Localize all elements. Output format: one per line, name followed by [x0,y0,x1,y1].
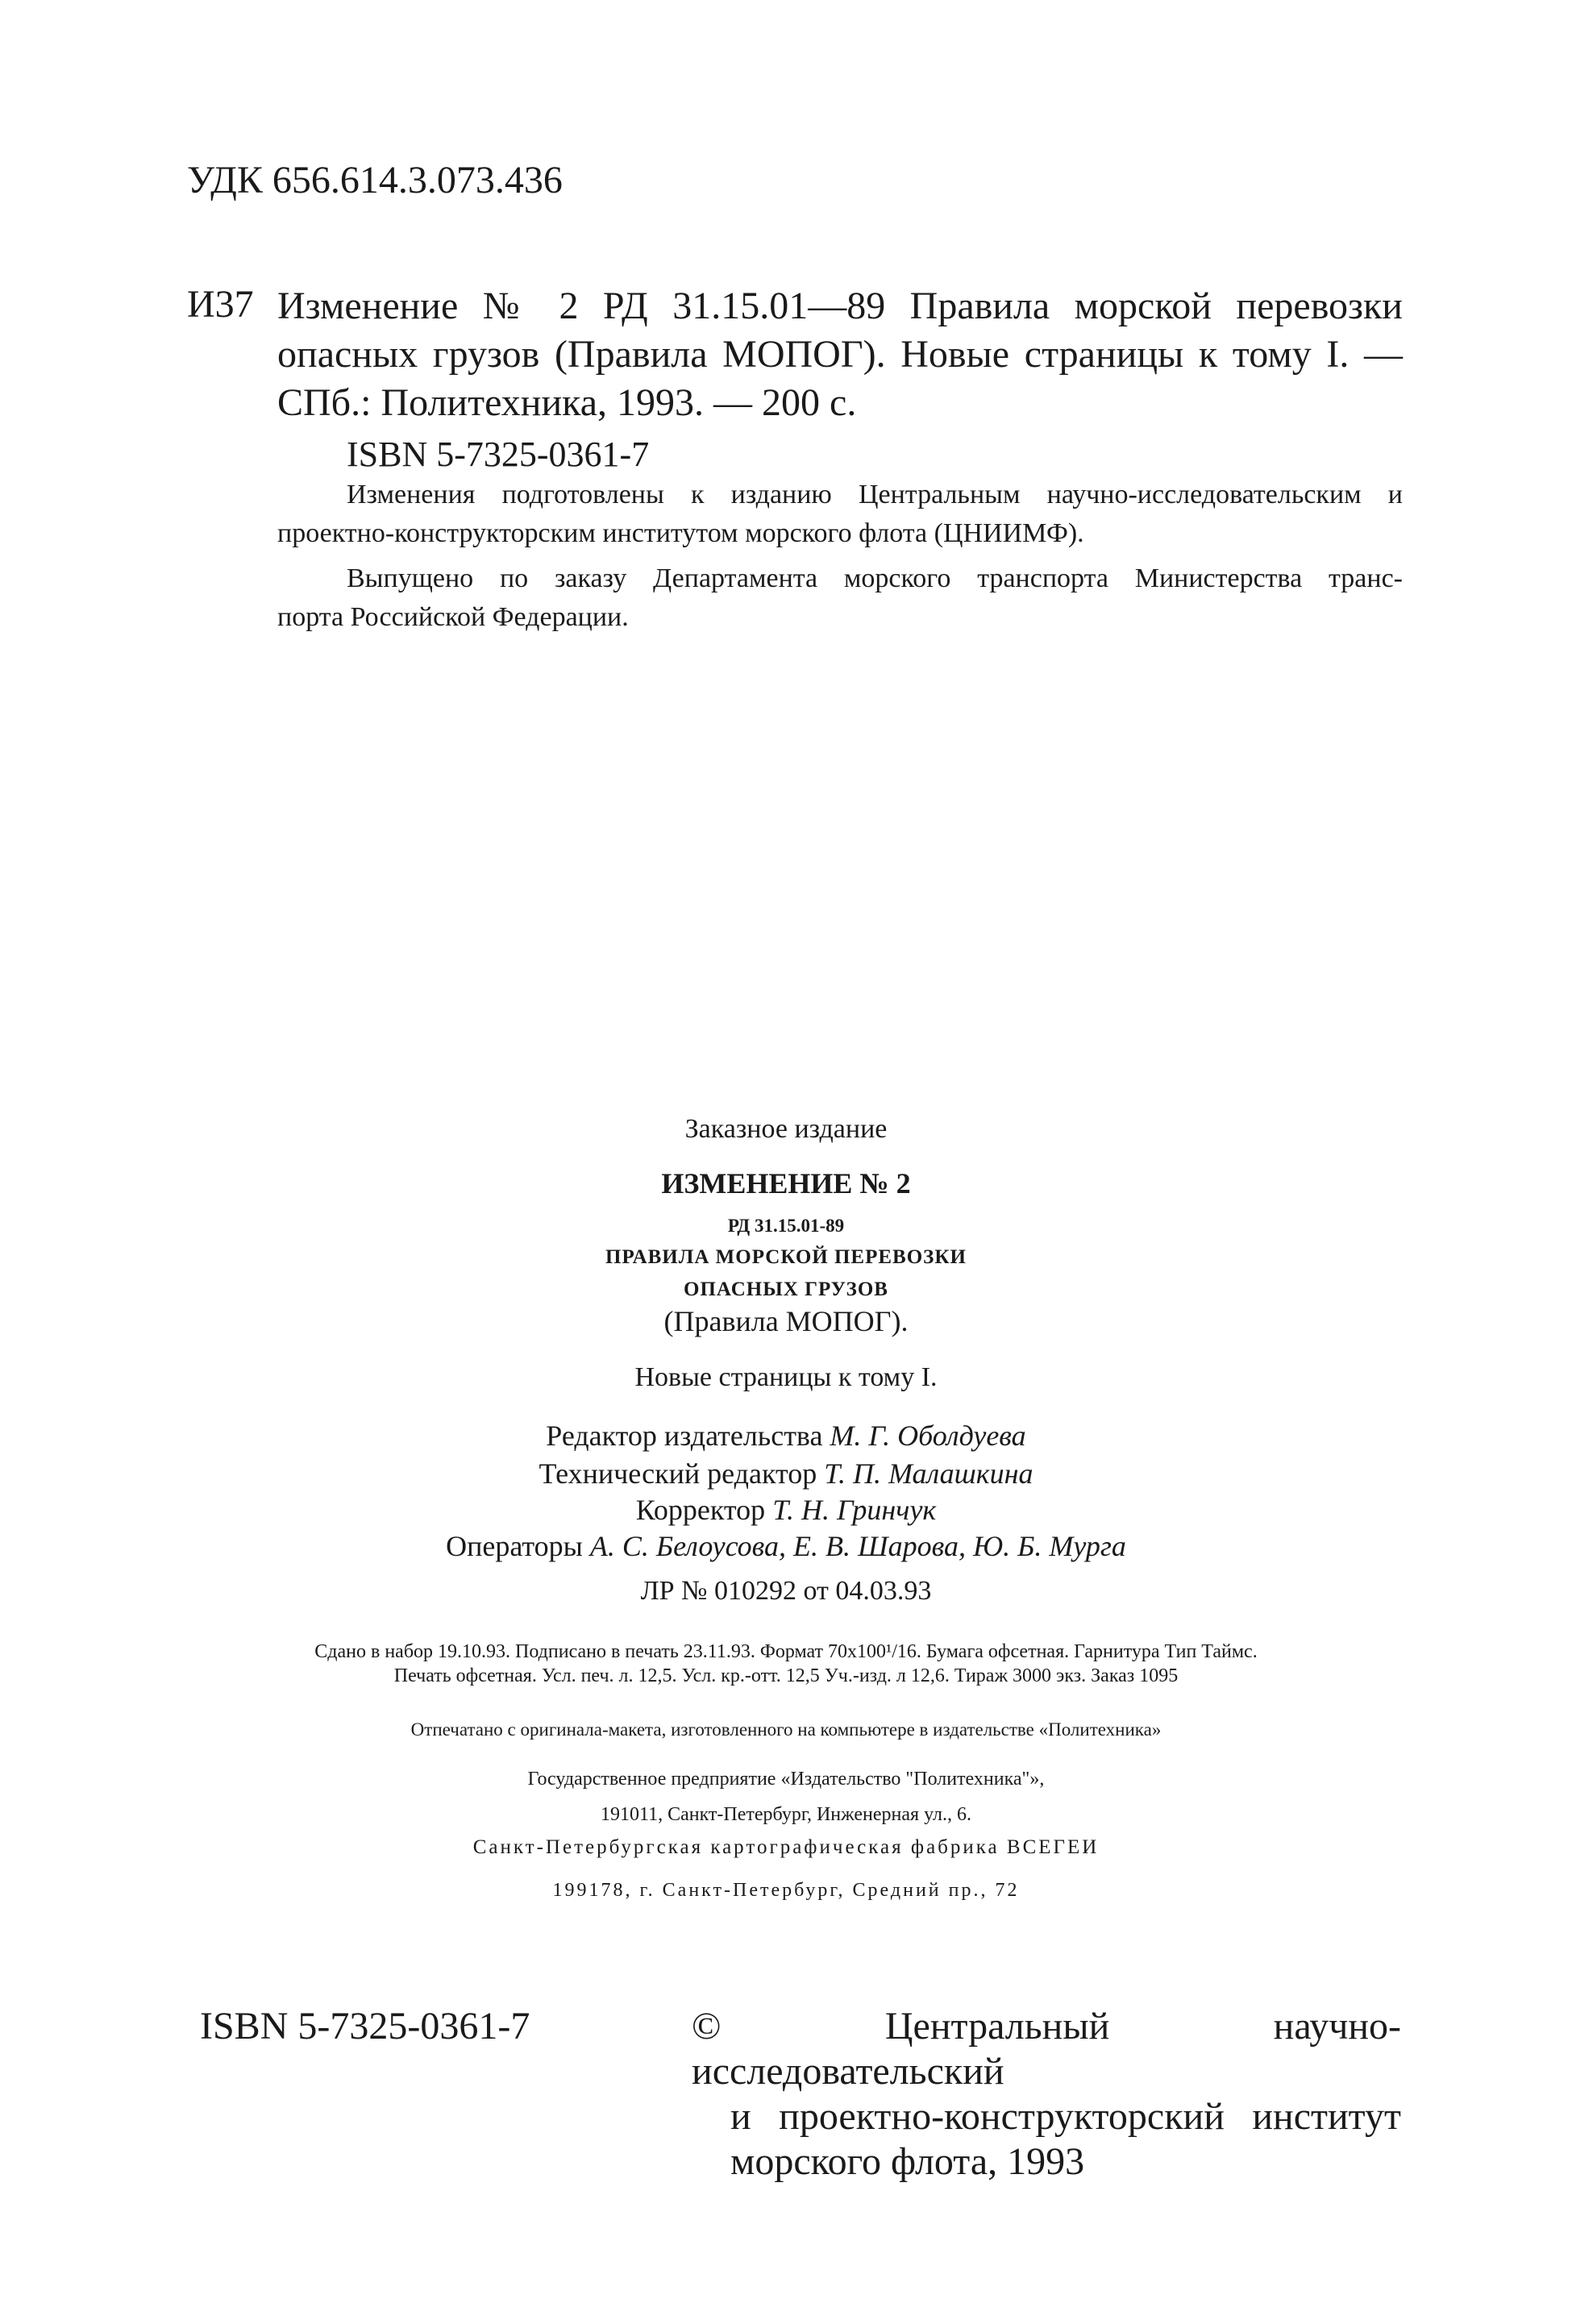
index-code: И37 [187,283,254,326]
staff-name: А. С. Белоусова, Е. В. Шарова, Ю. Б. Мурга [589,1530,1126,1562]
preparation-note [277,476,1403,553]
new-pages-note: Новые страницы к тому I. [634,1362,938,1392]
staff-tech-editor [0,1457,1572,1490]
bibliographic-entry [277,282,1403,427]
license-number: ЛР № 010292 от 04.03.93 [640,1576,932,1606]
commission-note [277,559,1403,637]
staff-operators [0,1529,1572,1563]
biblio-line-2: опасных грузов (Правила МОПОГ). Новые страницы к тому I. — [277,333,1403,376]
rules-title: ПРАВИЛА МОРСКОЙ ПЕРЕВОЗКИ [605,1246,967,1268]
change-title: ИЗМЕНЕНИЕ № 2 [661,1167,911,1199]
printed-from-note: Отпечатано с оригинала-макета, изготовленного на компьютере в издательстве «Политехника» [410,1719,1162,1740]
rules-short-title: (Правила МОПОГ). [663,1305,909,1337]
imprint-line-1: Сдано в набор 19.10.93. Подписано в печать 23.11.93. Формат 70x100¹/16. Бумага офсетная. Гарнитура Тип Таймс. [314,1641,1258,1662]
preparation-note-line-2: проектно-конструкторским институтом морского флота (ЦНИИМФ). [277,518,1084,548]
copyright-line-3: морского флота, 1993 [730,2140,1085,2183]
copyright-line-1: © Центральный научно-исследовательский [692,2005,1401,2093]
commission-note-line-2: порта Российской Федерации. [277,602,629,632]
commission-note-line-1: Выпущено по заказу Департамента морского транспорта Министерства транс- [347,563,1403,593]
publisher-address: 191011, Санкт-Петербург, Инженерная ул., 6. [600,1804,972,1825]
copyright-line-2: и проектно-конструкторский институт [730,2095,1401,2138]
publisher-name: Государственное предприятие «Издательство "Политехника"», [527,1769,1045,1790]
staff-role: Редактор издательства [546,1420,823,1452]
staff-name: Т. Н. Гринчук [772,1494,937,1526]
dangerous-goods-title: ОПАСНЫХ ГРУЗОВ [684,1278,888,1300]
print-factory: Санкт-Петербургская картографическая фабрика ВСЕГЕИ [472,1836,1100,1858]
copyright-notice [692,2004,1401,2185]
imprint-line-2: Печать офсетная. Усл. печ. л. 12,5. Усл. кр.-отт. 12,5 Уч.-изд. л 12,6. Тираж 3000 экз. Заказ 1095 [393,1665,1179,1686]
edition-type: Заказное издание [684,1114,888,1144]
staff-name: Т. П. Малашкина [824,1457,1033,1490]
staff-editor [0,1419,1572,1453]
staff-role: Операторы [446,1530,583,1562]
staff-role: Технический редактор [539,1457,817,1490]
staff-name: М. Г. Оболдуева [830,1420,1026,1452]
udk-code: УДК 656.614.3.073.436 [187,159,563,202]
rd-number: РД 31.15.01-89 [727,1216,845,1236]
staff-role: Корректор [635,1494,766,1526]
biblio-line-3: СПб.: Политехника, 1993. — 200 с. [277,381,857,424]
print-factory-address: 199178, г. Санкт-Петербург, Средний пр., 72 [552,1880,1020,1901]
isbn-top: ISBN 5-7325-0361-7 [347,434,650,474]
isbn-bottom: ISBN 5-7325-0361-7 [200,2005,530,2048]
biblio-line-1: Изменение № 2 РД 31.15.01—89 Правила морской перевозки [277,285,1403,327]
staff-proofreader [0,1493,1572,1527]
preparation-note-line-1: Изменения подготовлены к изданию Центральным научно-исследовательским и [347,480,1403,509]
